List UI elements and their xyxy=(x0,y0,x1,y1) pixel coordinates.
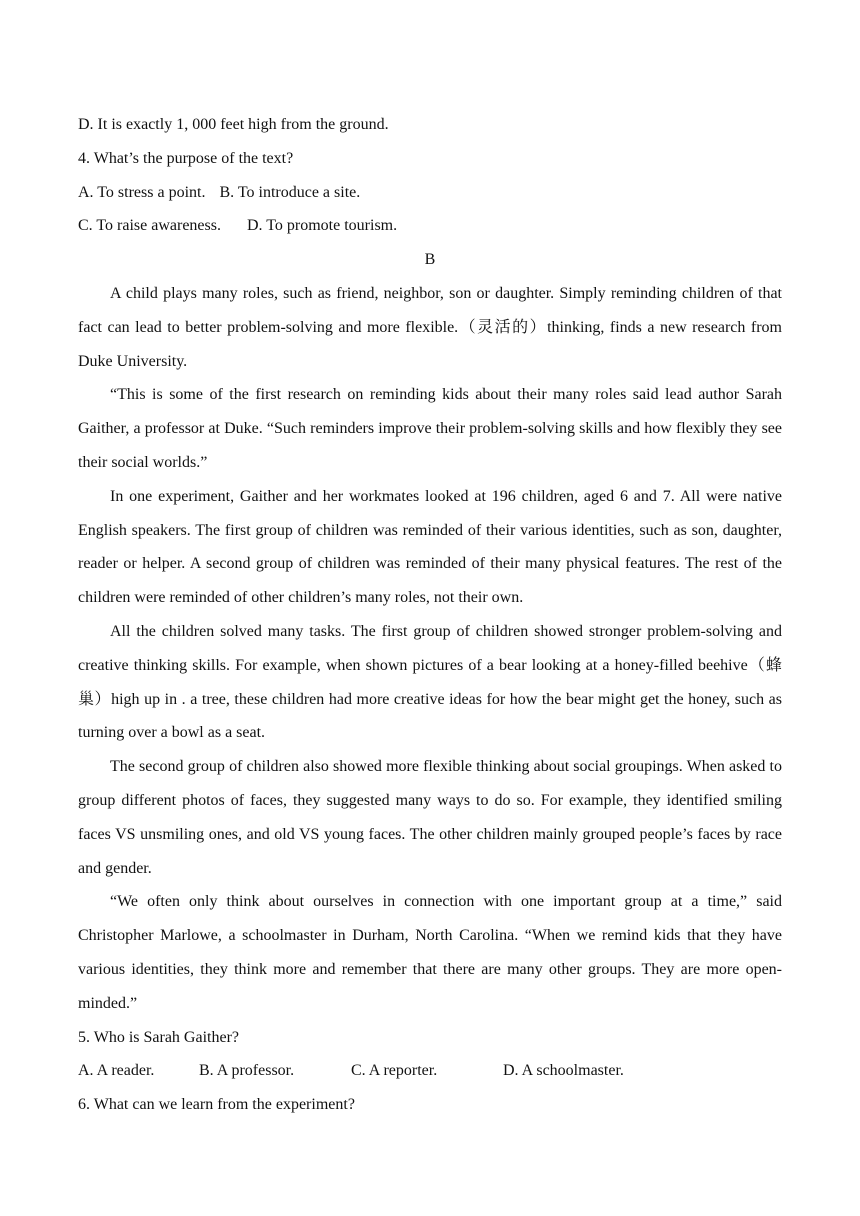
paragraph-4: All the children solved many tasks. The first group of children showed stronger problem-solving and creative thinking skills. For example, when shown pictures of a bear looking at a honey-filled beehive（蜂巢）high up in . a tree, these children had more creative ideas for how the bear might get the honey, such as turning over a bowl as a seat. xyxy=(78,622,782,742)
q4-options-row-2 xyxy=(78,209,782,243)
q6-question: 6. What can we learn from the experiment? xyxy=(78,1096,355,1114)
q5-option-b: B. A professor. xyxy=(199,1062,295,1080)
q4-options-row-1 xyxy=(78,176,782,210)
q4-option-c: C. To raise awareness. xyxy=(78,217,221,235)
q4-question: 4. What’s the purpose of the text? xyxy=(78,149,294,167)
q5-option-a: A. A reader. xyxy=(78,1062,155,1080)
paragraph-2: “This is some of the first research on reminding kids about their many roles said lead author Sarah Gaither, a professor at Duke. “Such reminders improve their problem-solving skills and how flexibly they see their social worlds.” xyxy=(78,386,782,471)
q5-option-d: D. A schoolmaster. xyxy=(503,1062,624,1080)
paragraph-5: The second group of children also showed more flexible thinking about social groupings. When asked to group different photos of faces, they suggested many ways to do so. For example, they identified smiling faces VS unsmiling ones, and old VS young faces. The other children mainly grouped people’s faces by race and gender. xyxy=(78,758,782,877)
document-page xyxy=(78,108,782,1122)
q4-option-d: D. To promote tourism. xyxy=(246,217,398,235)
q4-option-b: B. To introduce a site. xyxy=(219,183,361,201)
paragraph-3: In one experiment, Gaither and her workmates looked at 196 children, aged 6 and 7. All were native English speakers. The first group of children was reminded of their various identities, such as son, daughter, reader or helper. A second group of children was reminded of their many physical features. The rest of the children were reminded of other children’s many roles, not their own. xyxy=(78,487,782,607)
section-label: B xyxy=(424,251,436,269)
q3-option-d: D. It is exactly 1, 000 feet high from the ground. xyxy=(78,116,389,133)
q5-options-row xyxy=(78,1054,782,1088)
paragraph-1: A child plays many roles, such as friend, neighbor, son or daughter. Simply reminding children of that fact can lead to better problem-solving and more flexible.（灵活的）thinking, finds a new research from Duke University. xyxy=(78,284,782,370)
paragraph-6: “We often only think about ourselves in connection with one important group at a time,” said Christopher Marlowe, a schoolmaster in Durham, North Carolina. “When we remind kids that they have various identities, they think more and remember that there are many other groups. They are more open-minded.” xyxy=(78,893,782,1012)
q5-question: 5. Who is Sarah Gaither? xyxy=(78,1028,239,1046)
q4-option-a: A. To stress a point. xyxy=(78,183,206,201)
q5-option-c: C. A reporter. xyxy=(351,1062,438,1080)
